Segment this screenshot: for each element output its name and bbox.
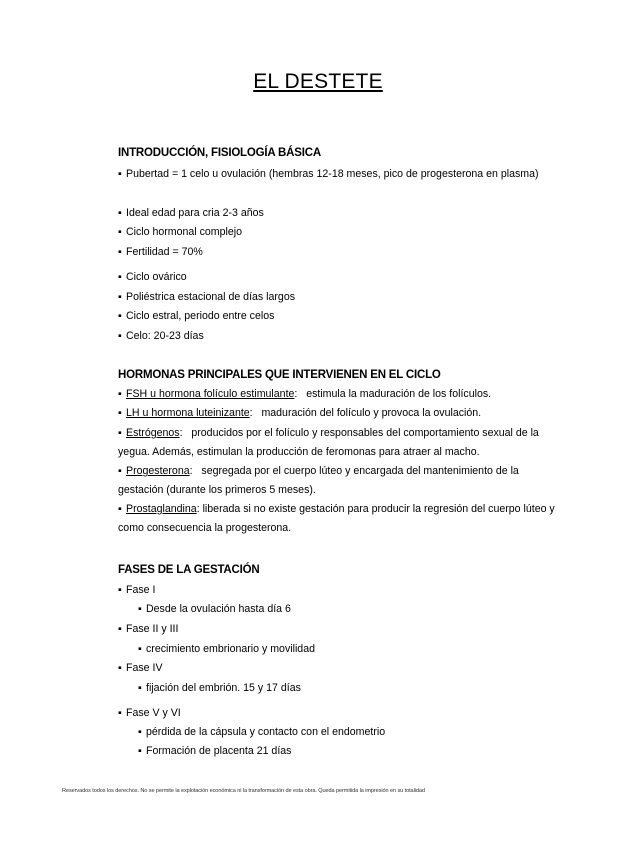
copyright-footer: Reservados todos los derechos. No se permite la explotación económica ni la transformación de esta obra. Queda permitida la impresión en su totalidad (62, 788, 425, 794)
list-item: ▪ Fase V y VI (118, 704, 181, 723)
list-item: ▪ Pubertad = 1 celo u ovulación (hembras 12-18 meses, pico de progesterona en plasma) (118, 165, 570, 184)
bullet-icon: ▪ (138, 643, 142, 655)
list-item: ▪ Progesterona: segregada por el cuerpo lúteo y encargada del mantenimiento de la gestación (durante los primeros 5 meses). (118, 462, 564, 500)
bullet-icon: ▪ (118, 310, 122, 322)
section-heading-intro: INTRODUCCIÓN, FISIOLOGÍA BÁSICA (118, 147, 321, 159)
list-item: ▪ Estrógenos: producidos por el folículo y responsables del comportamiento sexual de la yegua. Además, estimulan la producción de feromonas para atraer al macho. (118, 424, 558, 462)
bullet-icon: ▪ (138, 603, 142, 615)
bullet-icon: ▪ (118, 271, 122, 283)
bullet-icon: ▪ (118, 168, 122, 180)
bullet-icon: ▪ (118, 623, 122, 635)
bullet-icon: ▪ (118, 226, 122, 238)
bullet-icon: ▪ (118, 584, 122, 596)
bullet-icon: ▪ (138, 745, 142, 757)
bullet-icon: ▪ (118, 427, 122, 439)
list-item: ▪ Prostaglandina: liberada si no existe gestación para producir la regresión del cuerpo lúteo y como consecuencia la progesterona. (118, 500, 564, 538)
list-item: ▪ Ciclo estral, periodo entre celos (118, 307, 274, 326)
list-item: ▪ Fase I (118, 581, 155, 600)
bullet-icon: ▪ (118, 291, 122, 303)
list-item: ▪ Fase IV (118, 659, 163, 678)
list-item: ▪ Ciclo hormonal complejo (118, 223, 242, 242)
sub-list-item: ▪ Desde la ovulación hasta día 6 (138, 600, 291, 619)
list-item: ▪ Fertilidad = 70% (118, 243, 203, 262)
sub-list-item: ▪ pérdida de la cápsula y contacto con el endometrio (138, 723, 385, 742)
section-heading-fases: FASES DE LA GESTACIÓN (118, 564, 260, 576)
sub-list-item: ▪ fijación del embrión. 15 y 17 días (138, 679, 301, 698)
bullet-icon: ▪ (118, 465, 122, 477)
bullet-icon: ▪ (138, 682, 142, 694)
bullet-icon: ▪ (118, 707, 122, 719)
bullet-icon: ▪ (118, 503, 122, 515)
sub-list-item: ▪ Formación de placenta 21 días (138, 742, 291, 761)
bullet-icon: ▪ (138, 726, 142, 738)
bullet-icon: ▪ (118, 388, 122, 400)
bullet-icon: ▪ (118, 207, 122, 219)
bullet-icon: ▪ (118, 330, 122, 342)
list-item: ▪ FSH u hormona folículo estimulante: estimula la maduración de los folículos. (118, 385, 491, 404)
list-item: ▪ Ciclo ovárico (118, 268, 187, 287)
list-item: ▪ Poliéstrica estacional de días largos (118, 288, 295, 307)
list-item: ▪ Ideal edad para cria 2-3 años (118, 204, 264, 223)
bullet-icon: ▪ (118, 246, 122, 258)
section-heading-hormonas: HORMONAS PRINCIPALES QUE INTERVIENEN EN EL CICLO (118, 369, 441, 381)
document-title: EL DESTETE (253, 70, 383, 93)
bullet-icon: ▪ (118, 407, 122, 419)
sub-list-item: ▪ crecimiento embrionario y movilidad (138, 640, 315, 659)
list-item: ▪ LH u hormona luteinizante: maduración del folículo y provoca la ovulación. (118, 404, 481, 423)
bullet-icon: ▪ (118, 662, 122, 674)
list-item: ▪ Celo: 20-23 días (118, 327, 204, 346)
list-item: ▪ Fase II y III (118, 620, 178, 639)
